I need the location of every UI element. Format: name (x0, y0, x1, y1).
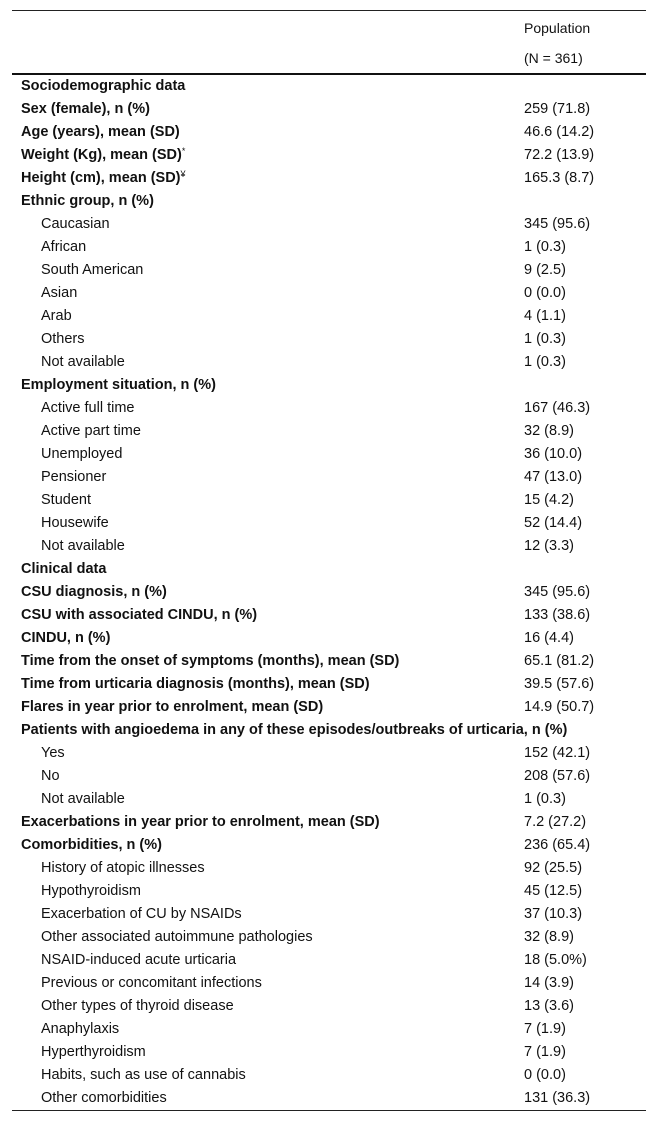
row-label-text: Other types of thyroid disease (41, 998, 234, 1014)
table-row (12, 190, 646, 213)
row-value: 345 (95.6) (524, 216, 591, 232)
row-label-text: Weight (Kg), mean (SD) (21, 147, 182, 163)
row-label (41, 949, 236, 972)
row-label (21, 719, 567, 742)
table-subrow (12, 489, 646, 512)
row-value: 0 (0.0) (524, 285, 566, 301)
row-value: 32 (8.9) (524, 929, 574, 945)
row-label (21, 75, 185, 98)
table-row (12, 558, 646, 581)
row-label (41, 995, 234, 1018)
row-value: 9 (2.5) (524, 262, 566, 278)
row-value: 37 (10.3) (524, 906, 583, 922)
row-value: 7.2 (27.2) (524, 814, 587, 830)
row-label-text: Active full time (41, 400, 135, 416)
table-subrow (12, 512, 646, 535)
row-value: 131 (36.3) (524, 1090, 591, 1106)
table-row (12, 75, 646, 98)
table-subrow (12, 213, 646, 236)
row-value: 47 (13.0) (524, 469, 583, 485)
row-label-text: Hypothyroidism (41, 883, 141, 899)
row-label (41, 857, 205, 880)
row-label (41, 972, 262, 995)
row-value: 16 (4.4) (524, 630, 574, 646)
table-row (12, 811, 646, 834)
row-label-text: CSU diagnosis, n (%) (21, 584, 167, 600)
row-label (21, 98, 150, 121)
row-label-text: Habits, such as use of cannabis (41, 1067, 246, 1083)
row-label (41, 213, 110, 236)
row-label (41, 1041, 146, 1064)
row-value: 13 (3.6) (524, 998, 574, 1014)
row-value: 46.6 (14.2) (524, 124, 595, 140)
row-value: 236 (65.4) (524, 837, 591, 853)
row-label (41, 926, 313, 949)
row-label-text: Student (41, 492, 91, 508)
row-label (41, 1087, 167, 1110)
row-value: 1 (0.3) (524, 331, 566, 347)
row-value: 45 (12.5) (524, 883, 583, 899)
row-value: 133 (38.6) (524, 607, 591, 623)
row-label-text: Flares in year prior to enrolment, mean (SD) (21, 699, 324, 715)
column-sample-size: (N = 361) (524, 50, 583, 66)
row-label (21, 673, 370, 696)
row-value: 1 (0.3) (524, 239, 566, 255)
table-row (12, 834, 646, 857)
footnote-marker: * (181, 146, 186, 156)
row-label (41, 1018, 119, 1041)
row-label (41, 328, 85, 351)
row-label (41, 259, 143, 282)
table-row (12, 167, 646, 190)
row-value: 52 (14.4) (524, 515, 583, 531)
row-label (41, 535, 125, 558)
row-value: 92 (25.5) (524, 860, 583, 876)
row-label-text: Age (years), mean (SD) (21, 124, 180, 140)
row-label (41, 880, 141, 903)
row-value: 4 (1.1) (524, 308, 566, 324)
row-label (21, 811, 380, 834)
bottom-rule (12, 1110, 646, 1111)
row-label-text: Ethnic group, n (%) (21, 193, 154, 209)
row-value: 32 (8.9) (524, 423, 574, 439)
row-label (21, 627, 110, 650)
row-label-text: History of atopic illnesses (41, 860, 205, 876)
row-value: 72.2 (13.9) (524, 147, 595, 163)
row-label-text: Height (cm), mean (SD) (21, 170, 181, 186)
row-value: 208 (57.6) (524, 768, 591, 784)
table-subrow (12, 857, 646, 880)
row-label (21, 190, 154, 213)
row-label (21, 144, 185, 167)
row-label (41, 443, 122, 466)
table-subrow (12, 1087, 646, 1110)
table-subrow (12, 259, 646, 282)
table-row (12, 374, 646, 397)
row-label-text: Exacerbations in year prior to enrolment, mean (SD) (21, 814, 380, 830)
row-label-text: Other associated autoimmune pathologies (41, 929, 313, 945)
row-value: 65.1 (81.2) (524, 653, 595, 669)
table-subrow (12, 926, 646, 949)
row-value: 15 (4.2) (524, 492, 574, 508)
row-label (41, 282, 77, 305)
row-label-text: NSAID-induced acute urticaria (41, 952, 237, 968)
table-body (12, 75, 646, 1110)
row-label (41, 397, 134, 420)
row-value: 14.9 (50.7) (524, 699, 595, 715)
row-label-text: Anaphylaxis (41, 1021, 120, 1037)
row-label-text: Other comorbidities (41, 1090, 167, 1106)
table-row (12, 604, 646, 627)
row-label-text: Previous or concomitant infections (41, 975, 262, 991)
row-label (21, 696, 323, 719)
table-row (12, 696, 646, 719)
row-label (41, 765, 60, 788)
row-label (41, 305, 72, 328)
table-subrow (12, 466, 646, 489)
row-label (41, 489, 91, 512)
table-subrow (12, 420, 646, 443)
row-label-text: Comorbidities, n (%) (21, 837, 162, 853)
row-value: 14 (3.9) (524, 975, 574, 991)
table-subrow (12, 788, 646, 811)
row-label-text: Housewife (41, 515, 109, 531)
table-subrow (12, 880, 646, 903)
row-label (41, 236, 86, 259)
row-label-text: Yes (41, 745, 65, 761)
table-header (12, 11, 646, 73)
row-label-text: CINDU, n (%) (21, 630, 111, 646)
table-row (12, 581, 646, 604)
table-subrow (12, 282, 646, 305)
row-label (21, 374, 216, 397)
row-label (41, 420, 141, 443)
table-subrow (12, 236, 646, 259)
row-value: 1 (0.3) (524, 791, 566, 807)
row-label-text: Employment situation, n (%) (21, 377, 216, 393)
population-table (12, 10, 646, 1111)
row-value: 1 (0.3) (524, 354, 566, 370)
row-label-text: Not available (41, 538, 125, 554)
row-value: 152 (42.1) (524, 745, 591, 761)
row-label-text: Unemployed (41, 446, 123, 462)
table-row (12, 650, 646, 673)
row-label (21, 834, 162, 857)
row-label-text: African (41, 239, 87, 255)
column-title: Population (524, 20, 591, 36)
row-label (41, 351, 125, 374)
row-value: 259 (71.8) (524, 101, 591, 117)
row-value: 12 (3.3) (524, 538, 574, 554)
row-value: 18 (5.0%) (524, 952, 587, 968)
row-label (41, 742, 65, 765)
table-subrow (12, 351, 646, 374)
row-label-text: Hyperthyroidism (41, 1044, 146, 1060)
row-label-text: Others (41, 331, 85, 347)
table-subrow (12, 995, 646, 1018)
table-subrow (12, 972, 646, 995)
row-label-text: No (41, 768, 60, 784)
table-row (12, 627, 646, 650)
row-label (41, 466, 106, 489)
row-label (41, 903, 242, 926)
row-label-text: Not available (41, 791, 125, 807)
table-subrow (12, 328, 646, 351)
row-label (41, 1064, 246, 1087)
table-row (12, 719, 646, 742)
table-row (12, 121, 646, 144)
table-subrow (12, 305, 646, 328)
row-label-text: Caucasian (41, 216, 110, 232)
table-subrow (12, 949, 646, 972)
row-label-text: CSU with associated CINDU, n (%) (21, 607, 258, 623)
row-value: 165.3 (8.7) (524, 170, 595, 186)
row-label (41, 512, 109, 535)
table-subrow (12, 397, 646, 420)
table-subrow (12, 1018, 646, 1041)
row-label (21, 167, 186, 190)
table-subrow (12, 535, 646, 558)
row-label-text: Time from urticaria diagnosis (months), mean (SD) (21, 676, 370, 692)
table-row (12, 673, 646, 696)
row-label (21, 604, 257, 627)
footnote-marker: ¥ (180, 169, 186, 179)
table-subrow (12, 1041, 646, 1064)
row-value: 36 (10.0) (524, 446, 583, 462)
row-label (21, 650, 399, 673)
row-label-text: Patients with angioedema in any of these episodes/outbreaks of urticaria, n (%) (21, 722, 568, 738)
table-subrow (12, 443, 646, 466)
table-subrow (12, 765, 646, 788)
row-label-text: Pensioner (41, 469, 107, 485)
row-value: 39.5 (57.6) (524, 676, 595, 692)
table-subrow (12, 903, 646, 926)
row-label (21, 558, 106, 581)
row-label (21, 121, 180, 144)
row-value: 167 (46.3) (524, 400, 591, 416)
row-value: 7 (1.9) (524, 1021, 566, 1037)
row-label-text: Asian (41, 285, 78, 301)
row-label-text: Sex (female), n (%) (21, 101, 150, 117)
row-value: 0 (0.0) (524, 1067, 566, 1083)
row-label-text: Active part time (41, 423, 141, 439)
row-label-text: Exacerbation of CU by NSAIDs (41, 906, 242, 922)
row-value: 7 (1.9) (524, 1044, 566, 1060)
row-label-text: Time from the onset of symptoms (months), mean (SD) (21, 653, 400, 669)
row-label-text: Clinical data (21, 561, 107, 577)
row-label-text: Not available (41, 354, 125, 370)
table-row (12, 98, 646, 121)
row-label (21, 581, 167, 604)
row-label-text: Sociodemographic data (21, 78, 186, 94)
table-row (12, 144, 646, 167)
table-subrow (12, 1064, 646, 1087)
row-label-text: Arab (41, 308, 72, 324)
row-label-text: South American (41, 262, 144, 278)
table-subrow (12, 742, 646, 765)
row-label (41, 788, 125, 811)
row-value: 345 (95.6) (524, 584, 591, 600)
